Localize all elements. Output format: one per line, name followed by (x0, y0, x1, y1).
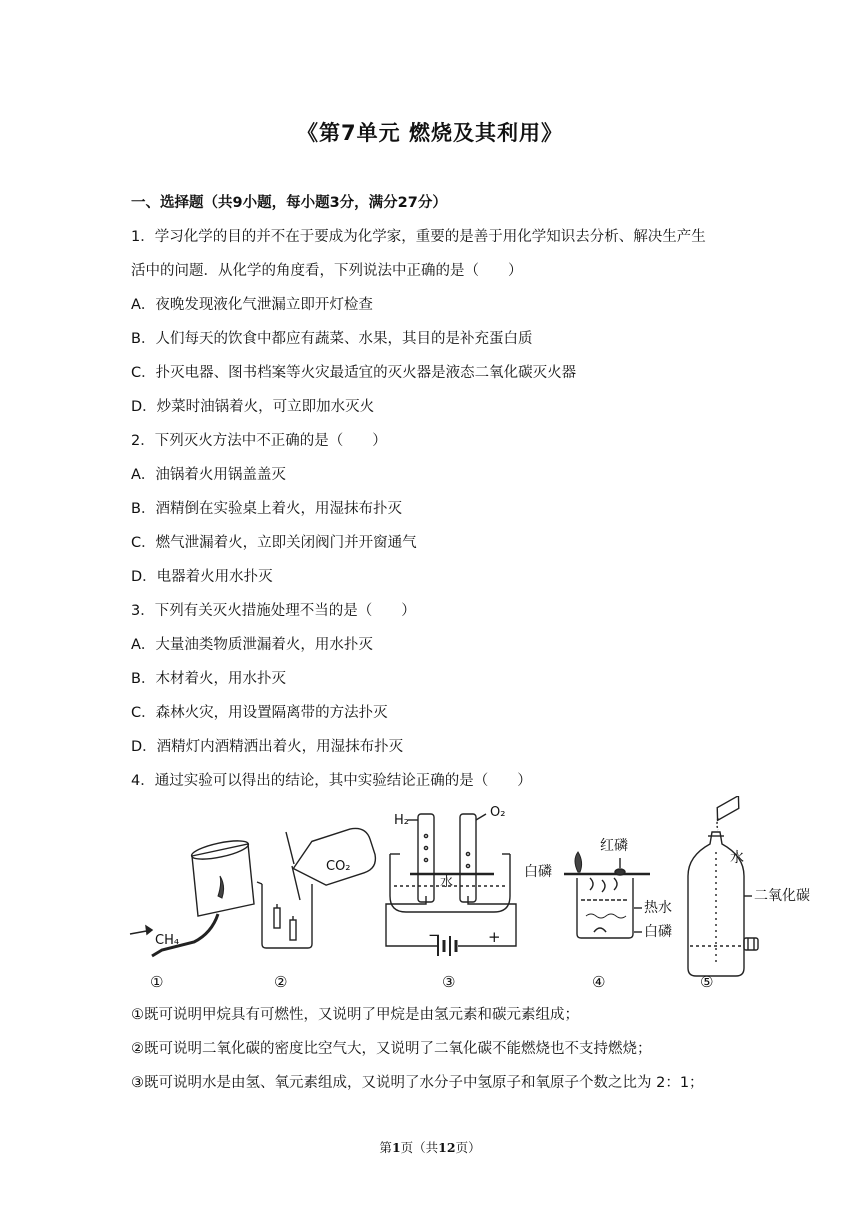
question-2-option-b: B．酒精倒在实验桌上着火，用湿抹布扑灭 (131, 501, 402, 517)
question-1-option-d: D．炒菜时油锅着火，可立即加水灭火 (131, 399, 375, 415)
label-co2-bottle: CO₂ (326, 859, 351, 874)
label-o2: O₂ (490, 805, 506, 820)
figure-label-2: ② (274, 973, 288, 991)
question-2-option-a: A．油锅着火用锅盖盖灭 (131, 467, 286, 483)
question-3-option-d: D．酒精灯内酒精洒出着火，用湿抹布扑灭 (131, 739, 404, 755)
label-water-bottle: 水 (730, 850, 744, 866)
experiment-2-co2-beaker (257, 824, 379, 948)
question-3-option-a: A．大量油类物质泄漏着火，用水扑灭 (131, 637, 373, 653)
question-1-option-a: A．夜晚发现液化气泄漏立即开灯检查 (131, 297, 373, 313)
question-2-stem: 2．下列灭火方法中不正确的是（ ） (131, 433, 387, 449)
label-water-electrolysis: 水 (440, 875, 454, 890)
question-4-stem: 4．通过实验可以得出的结论，其中实验结论正确的是（ ） (131, 773, 532, 789)
footer-mid: 页（共 (400, 1140, 439, 1155)
question-1-option-c: C．扑灭电器、图书档案等火灾最适宜的灭火器是液态二氧化碳灭火器 (131, 365, 577, 381)
label-white-phosphorus-bottom: 白磷 (644, 924, 672, 940)
label-ch4: CH₄ (155, 933, 180, 948)
statement-3: ③既可说明水是由氢、氧元素组成，又说明了水分子中氢原子和氧原子个数之比为 2：1； (131, 1075, 704, 1091)
label-hot-water: 热水 (644, 900, 672, 916)
statement-2: ②既可说明二氧化碳的密度比空气大，又说明了二氧化碳不能燃烧也不支持燃烧； (131, 1041, 652, 1057)
question-3-option-c: C．森林火灾，用设置隔离带的方法扑灭 (131, 705, 388, 721)
question-1-stem-line2: 活中的问题．从化学的角度看，下列说法中正确的是（ ） (131, 263, 523, 279)
figure-label-1: ① (150, 973, 164, 991)
section-heading: 一、选择题（共9小题，每小题3分，满分27分） (131, 195, 447, 211)
label-battery-plus: + (488, 928, 501, 946)
figure-label-4: ④ (592, 973, 606, 991)
question-3-stem: 3．下列有关灭火措施处理不当的是（ ） (131, 603, 416, 619)
footer-total-pages: 12 (438, 1140, 456, 1155)
page-footer (0, 1138, 860, 1156)
question-1-stem-line1: 1．学习化学的目的并不在于要成为化学家，重要的是善于用化学知识去分析、解决生产生 (131, 229, 706, 245)
statement-1: ①既可说明甲烷具有可燃性，又说明了甲烷是由氢元素和碳元素组成； (131, 1007, 579, 1023)
experiment-figure (122, 796, 812, 994)
question-1-option-b: B．人们每天的饮食中都应有蔬菜、水果，其目的是补充蛋白质 (131, 331, 533, 347)
experiment-1-methane-beaker (130, 837, 254, 956)
label-white-phosphorus-top: 白磷 (524, 864, 552, 880)
figure-label-3: ③ (442, 973, 456, 991)
label-battery-minus: − (428, 926, 441, 944)
footer-suffix: 页） (455, 1140, 481, 1155)
footer-prefix: 第 (379, 1140, 392, 1155)
experiment-4-phosphorus (564, 852, 650, 938)
label-carbon-dioxide: 二氧化碳 (754, 888, 810, 904)
question-2-option-c: C．燃气泄漏着火，立即关闭阀门并开窗通气 (131, 535, 417, 551)
question-2-option-d: D．电器着火用水扑灭 (131, 569, 273, 585)
question-3-option-b: B．木材着火，用水扑灭 (131, 671, 286, 687)
footer-page-number: 1 (391, 1140, 401, 1155)
experiment-5-co2-bottle (688, 796, 758, 976)
figure-label-5: ⑤ (700, 973, 714, 991)
label-red-phosphorus: 红磷 (600, 838, 628, 854)
page-title: 《第7单元 燃烧及其利用》 (297, 121, 563, 145)
label-h2: H₂ (394, 813, 409, 828)
